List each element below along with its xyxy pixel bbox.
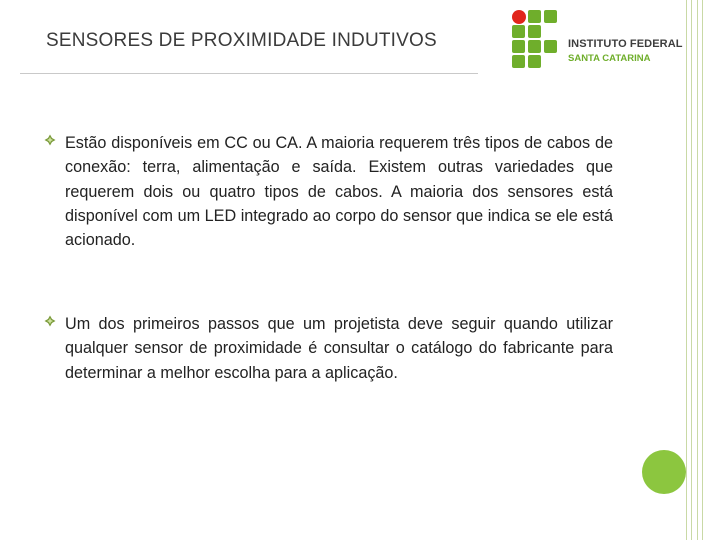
decorative-line xyxy=(697,0,698,540)
logo-text-campus: SANTA CATARINA xyxy=(568,53,651,64)
diamond-bullet-icon xyxy=(44,315,56,327)
ifsc-logo xyxy=(512,10,692,70)
diamond-bullet-icon xyxy=(44,134,56,146)
green-circle-decoration xyxy=(642,450,686,494)
title-underline xyxy=(20,73,478,74)
slide-title: SENSORES DE PROXIMIDADE INDUTIVOS xyxy=(46,30,437,51)
decorative-line xyxy=(691,0,692,540)
logo-text-institute: INSTITUTO FEDERAL xyxy=(568,38,683,50)
logo-grid-icon xyxy=(512,10,560,66)
bullet-text: Um dos primeiros passos que um projetista deve seguir quando utilizar qualquer sensor de proximidade é consultar o catálogo do fabricante para determinar a melhor escolha para a aplicação. xyxy=(65,315,613,382)
decorative-line xyxy=(686,0,687,540)
bullet-text: Estão disponíveis em CC ou CA. A maioria requerem três tipos de cabos de conexão: terra, alimentação e saída. Existem outras variedades que requerem dois ou quatro tipos de cabos. A maioria dos sensores está disponível com um LED integrado ao corpo do sensor que indica se ele está acionado. xyxy=(65,134,613,250)
decorative-line xyxy=(702,0,703,540)
